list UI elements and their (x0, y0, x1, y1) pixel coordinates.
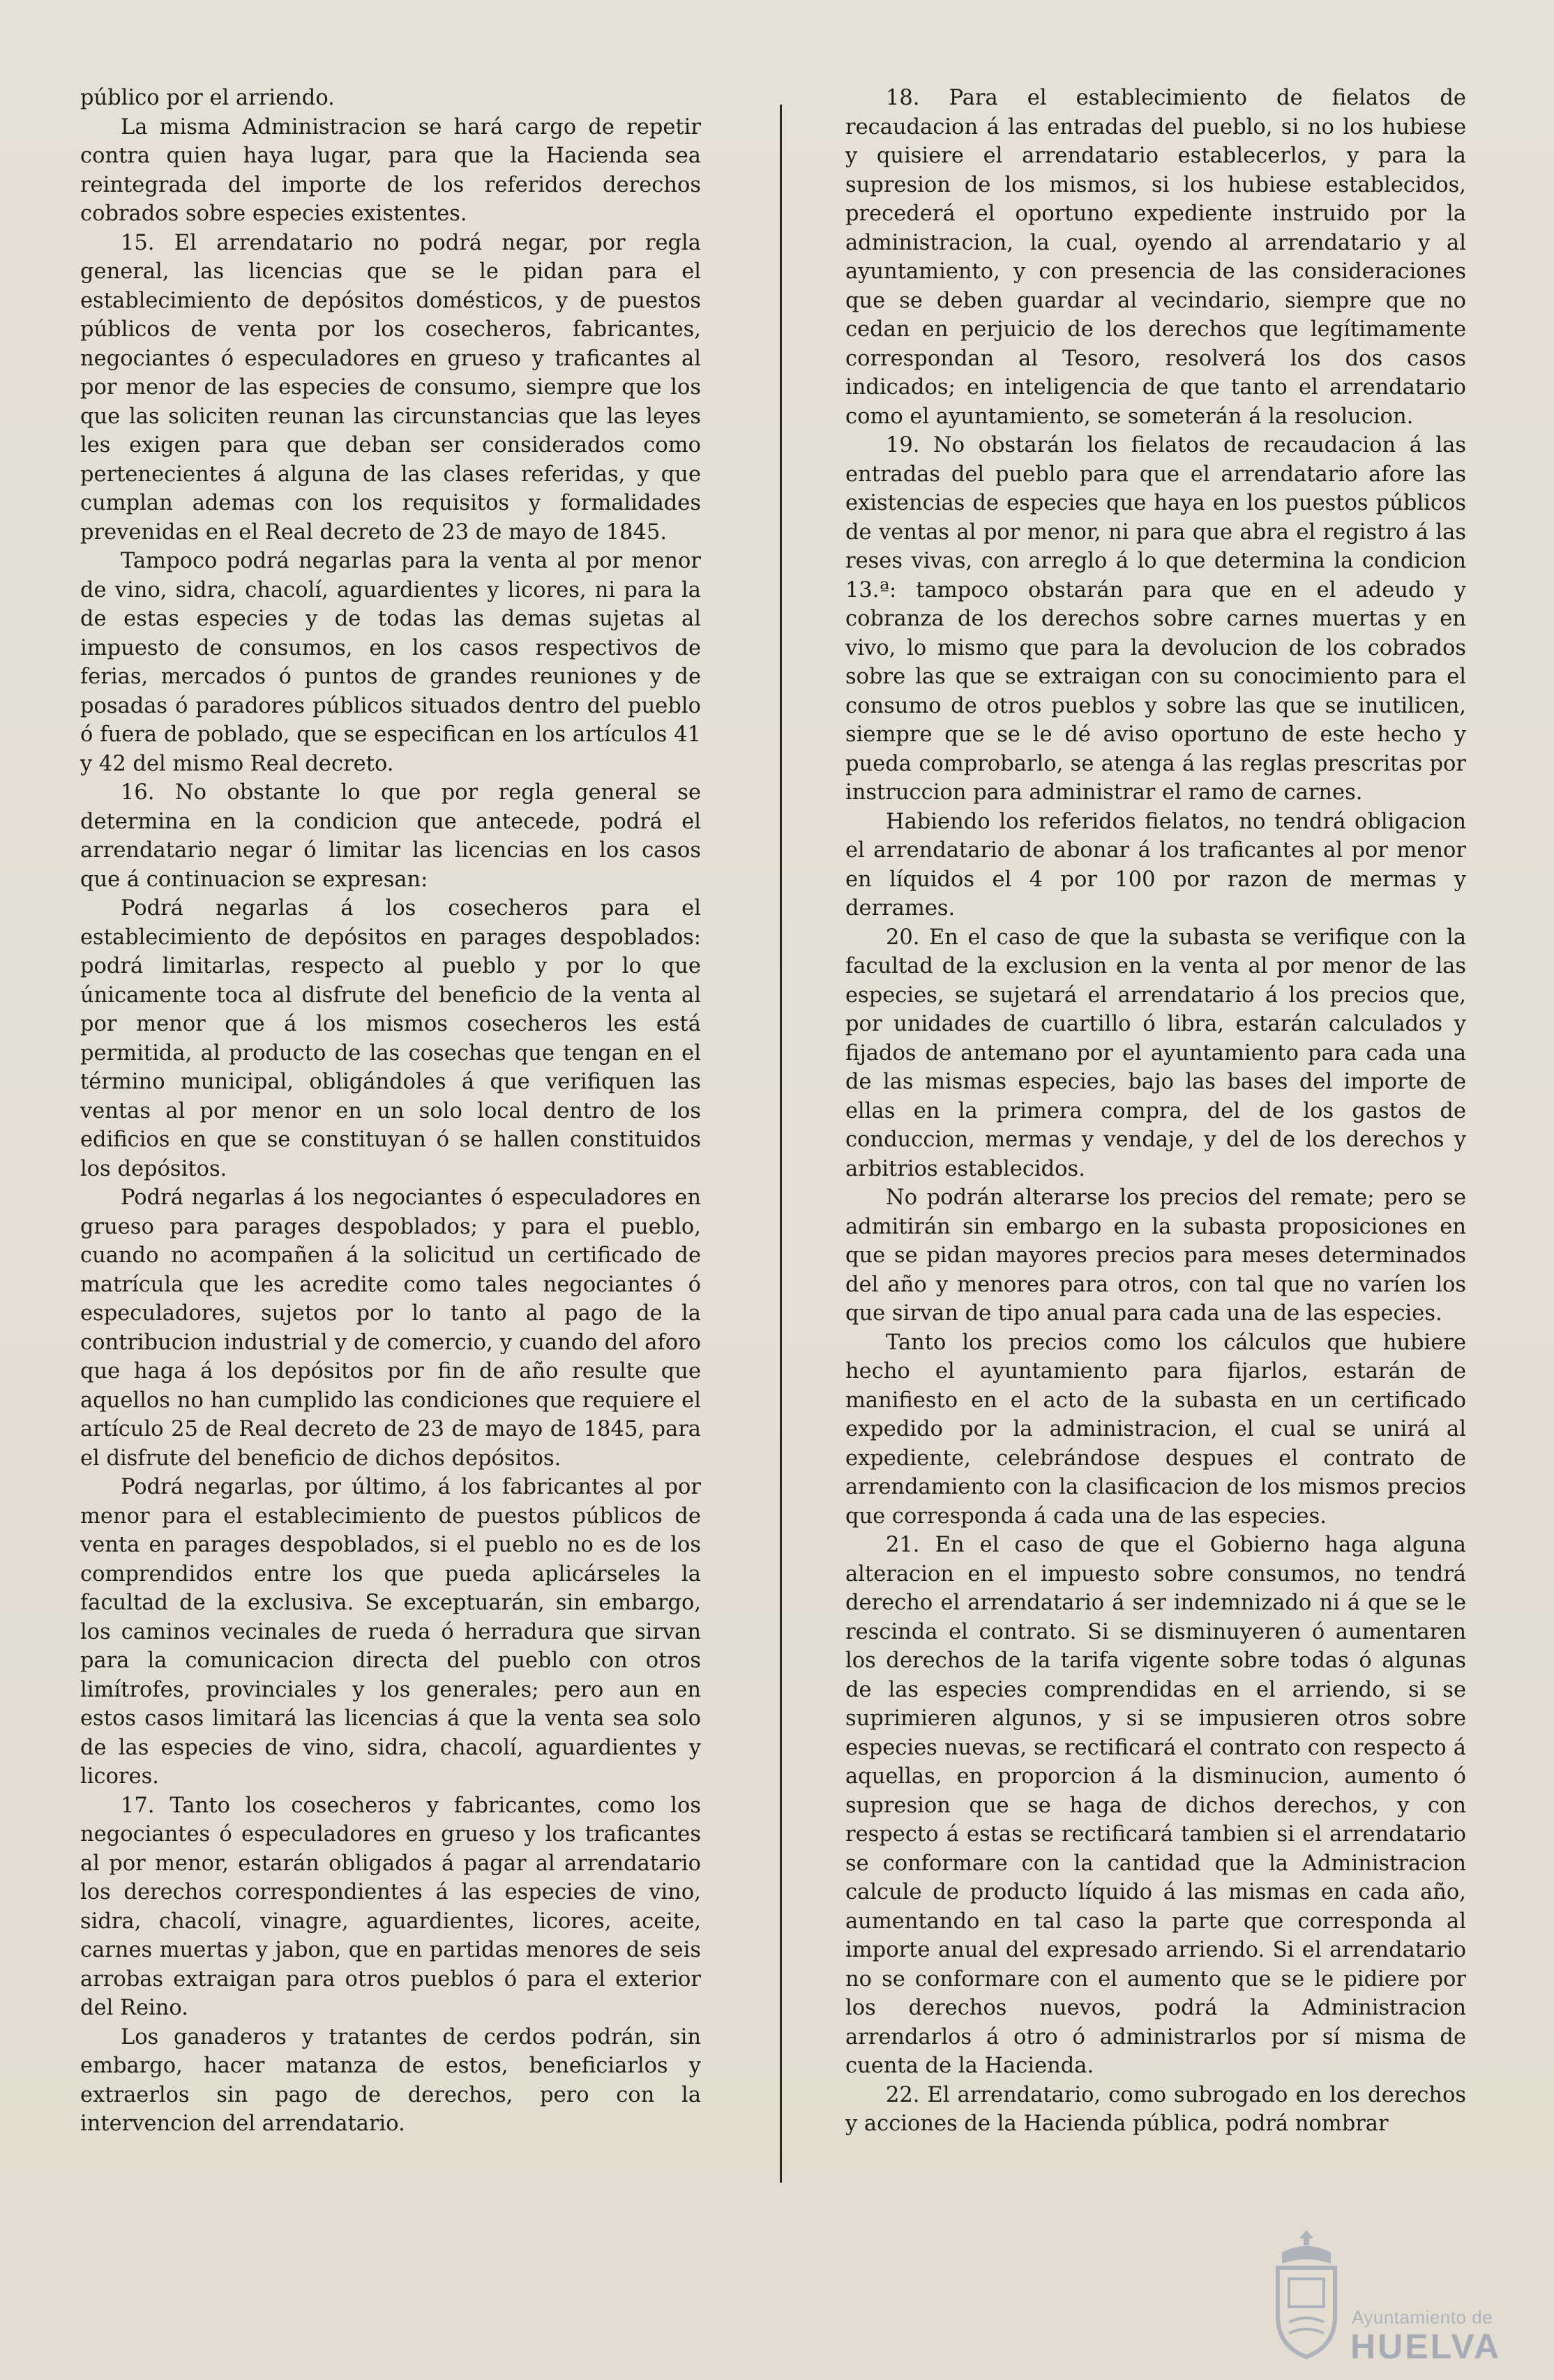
paragraph: 16. No obstante lo que por regla general se determina en la condicion que antecede, podrá el arrendatario negar ó limitar las licencias en los casos que á continuacion se expresan: (80, 780, 701, 892)
paragraph: 19. No obstarán los fielatos de recaudacion á las entradas del pueblo para que el arrendatario afore las existencias de especies que haya en los puestos públicos de ventas al por menor, ni para que abra el registro á las reses vivas, con arreglo á lo que determina la condicion 13.ª: tampoco obstarán para que en el adeudo y cobranza de los derechos sobre carnes muertas y en vivo, lo mismo que para la devolucion de los cobrados sobre las que se extraigan con su conocimiento para el consumo de otros pueblos y sobre las que se inutilicen, siempre que se le dé aviso oportuno de este hecho y pueda comprobarlo, se atenga á las reglas prescritas por instruccion para administrar el ramo de carnes. (845, 433, 1466, 805)
paragraph: 20. En el caso de que la subasta se verifique con la facultad de la exclusion en la venta al por menor de las especies, se sujetará el arrendatario á los precios que, por unidades de cuartillo ó libra, estarán calculados y fijados de antemano por el ayuntamiento para cada una de las mismas especies, bajo las bases del importe de ellas en la primera compra, del de los gastos de conduccion, mermas y vendaje, y del de los derechos y arbitrios establecidos. (845, 925, 1466, 1181)
left-column (80, 84, 701, 2139)
paragraph: Habiendo los referidos fielatos, no tendrá obligacion el arrendatario de abonar á los traficantes al por menor en líquidos el 4 por 100 por razon de mermas y derrames. (845, 809, 1466, 920)
paragraph: 22. El arrendatario, como subrogado en los derechos y acciones de la Hacienda pública, podrá nombrar (845, 2082, 1466, 2136)
paragraph: 17. Tanto los cosecheros y fabricantes, como los negociantes ó especuladores en grueso y los traficantes al por menor, estarán obligados á pagar al arrendatario los derechos correspondientes á las especies de vino, sidra, chacolí, vinagre, aguardientes, licores, aceite, carnes muertas y jabon, que en partidas menores de seis arrobas extraigan para otros pueblos ó para el exterior del Reino. (80, 1793, 701, 2020)
paragraph: Podrá negarlas á los cosecheros para el establecimiento de depósitos en parages despoblados: podrá limitarlas, respecto al pueblo y por lo que únicamente toca al disfrute del beneficio de la venta al por menor que á los mismos cosecheros les está permitida, al producto de las cosechas que tengan en el término municipal, obligándoles á que verifiquen las ventas al por menor en un solo local dentro de los edificios en que se constituyan ó se hallen constituidos los depósitos. (80, 896, 701, 1181)
paragraph: 21. En el caso de que el Gobierno haga alguna alteracion en el impuesto sobre consumos, no tendrá derecho el arrendatario á ser indemnizado ni á que se le rescinda el contrato. Si se disminuyeren ó aumentaren los derechos de la tarifa vigente sobre todas ó algunas de las especies comprendidas en el arriendo, si se suprimieren algunos, y si se impusieren otros sobre especies nuevas, se rectificará el contrato con respecto á aquellas, en proporcion á la disminucion, aumento ó supresion que se haga de dichos derechos, y con respecto á estas se rectificará tambien si el arrendatario se conformare con la cantidad que la Administracion calcule de producto líquido á las mismas en cada año, aumentando en tal caso la parte que corresponda al importe anual del expresado arriendo. Si el arrendatario no se conformare con el aumento que se le pidiere por los derechos nuevos, podrá la Administracion arrendarlos á otro ó administrarlos por sí misma de cuenta de la Hacienda. (845, 1533, 1466, 2078)
logo-caption: Ayuntamiento de (1352, 2307, 1493, 2328)
crest-icon (1268, 2224, 1345, 2364)
paragraph: Podrá negarlas á los negociantes ó especuladores en grueso para parages despoblados; y para el pueblo, cuando no acompañen á la solicitud un certificado de matrícula que les acredite como tales negociantes ó especuladores, sujetos por lo tanto al pago de la contribucion industrial y de comercio, y cuando del aforo que haga á los depósitos por fin de año resulte que aquellos no han cumplido las condiciones que requiere el artículo 25 de Real decreto de 23 de mayo de 1845, para el disfrute del beneficio de dichos depósitos. (80, 1185, 701, 1471)
paragraph: 15. El arrendatario no podrá negar, por regla general, las licencias que se le pidan para el establecimiento de depósitos domésticos, y de puestos públicos de venta por los cosecheros, fabricantes, negociantes ó especuladores en grueso y traficantes al por menor de las especies de consumo, siempre que los que las soliciten reunan las circunstancias que las leyes les exigen para que deban ser considerados como pertenecientes á alguna de las clases referidas, y que cumplan ademas con los requisitos y formalidades prevenidas en el Real decreto de 23 de mayo de 1845. (80, 230, 701, 545)
paragraph: La misma Administracion se hará cargo de repetir contra quien haya lugar, para que la Hacienda sea reintegrada del importe de los referidos derechos cobrados sobre especies existentes. (80, 114, 701, 226)
right-column (845, 84, 1466, 2139)
huelva-logo (1268, 2224, 1505, 2367)
paragraph: 18. Para el establecimiento de fielatos de recaudacion á las entradas del pueblo, si no los hubiese y quisiere el arrendatario establecerlos, y para la supresion de los mismos, si los hubiese establecidos, precederá el oportuno expediente instruido por la administracion, la cual, oyendo al arrendatario y al ayuntamiento, y con presencia de las consideraciones que se deben guardar al vecindario, siempre que no cedan en perjuicio de los derechos que legítimamente correspondan al Tesoro, resolverá los dos casos indicados; en inteligencia de que tanto el arrendatario como el ayuntamiento, se someterán á la resolucion. (845, 86, 1466, 429)
logo-brand: HUELVA (1350, 2327, 1502, 2366)
paragraph: Tanto los precios como los cálculos que hubiere hecho el ayuntamiento para fijarlos, estarán de manifiesto en el acto de la subasta en un certificado expedido por la administracion, el cual se unirá al expediente, celebrándose despues el contrato de arrendamiento con la clasificacion de los mismos precios que corresponda á cada una de las especies. (845, 1330, 1466, 1529)
column-divider (780, 105, 782, 2183)
paragraph: público por el arriendo. (80, 86, 335, 110)
paragraph: Los ganaderos y tratantes de cerdos podrán, sin embargo, hacer matanza de estos, beneficiarlos y extraerlos sin pago de derechos, pero con la intervencion del arrendatario. (80, 2024, 701, 2136)
paragraph: Podrá negarlas, por último, á los fabricantes al por menor para el establecimiento de puestos públicos de venta en parages despoblados, si el pueblo no es de los comprendidos entre los que pueda aplicárseles la facultad de la exclusiva. Se exceptuarán, sin embargo, los caminos vecinales de rueda ó herradura que sirvan para la comunicacion directa del pueblo con otros limítrofes, provinciales y los generales; pero aun en estos casos limitará las licencias á que la venta sea solo de las especies de vino, sidra, chacolí, aguardientes y licores. (80, 1475, 701, 1789)
paragraph: Tampoco podrá negarlas para la venta al por menor de vino, sidra, chacolí, aguardientes y licores, ni para la de estas especies y de todas las demas sujetas al impuesto de consumos, en los casos respectivos de ferias, mercados ó puntos de grandes reuniones y de posadas ó paradores públicos situados dentro del pueblo ó fuera de poblado, que se especifican en los artículos 41 y 42 del mismo Real decreto. (80, 549, 701, 776)
paragraph: No podrán alterarse los precios del remate; pero se admitirán sin embargo en la subasta proposiciones en que se pidan mayores precios para meses determinados del año y menores para otros, con tal que no varíen los que sirvan de tipo anual para cada una de las especies. (845, 1185, 1466, 1326)
